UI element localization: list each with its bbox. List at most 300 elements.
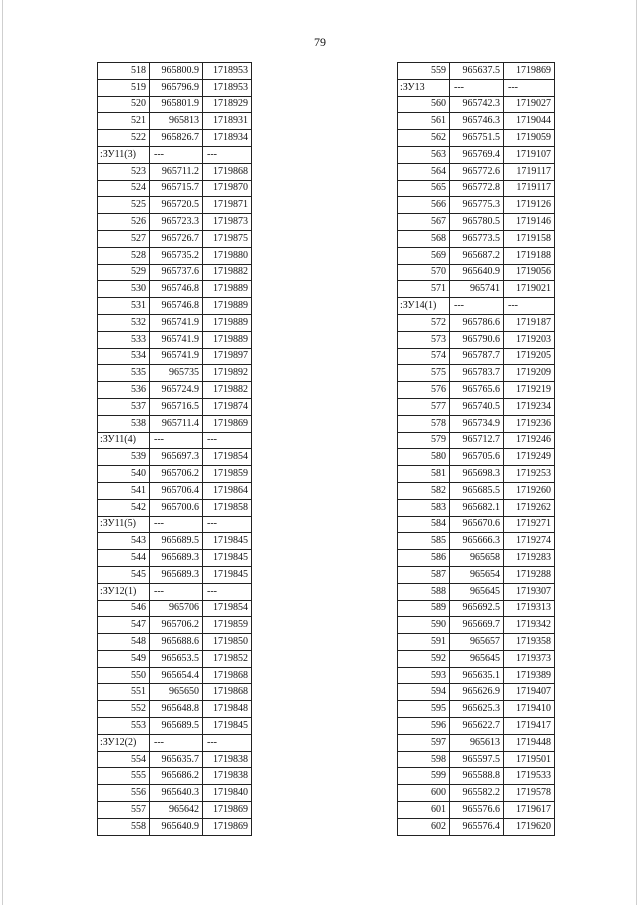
table-row — [398, 650, 555, 667]
scan-edge-right — [636, 0, 637, 905]
section-row — [398, 79, 555, 96]
table-row — [98, 382, 252, 399]
y-coordinate-cell: 1719845 — [203, 550, 252, 567]
x-coordinate-cell: 965658 — [450, 550, 504, 567]
x-coordinate-cell: 965772.6 — [450, 163, 504, 180]
y-coordinate-cell: 1719271 — [504, 516, 555, 533]
y-coordinate-cell: 1719868 — [203, 684, 252, 701]
point-number-cell: 590 — [398, 617, 450, 634]
table-row — [398, 365, 555, 382]
table-row — [98, 768, 252, 785]
x-coordinate-cell: 965642 — [150, 802, 203, 819]
y-coordinate-cell: 1719845 — [203, 566, 252, 583]
y-coordinate-cell: 1719417 — [504, 718, 555, 735]
point-number-cell: :ЗУ14(1) — [398, 298, 450, 315]
y-coordinate-cell: 1718929 — [203, 96, 252, 113]
point-number-cell: 524 — [98, 180, 150, 197]
point-number-cell: 521 — [98, 113, 150, 130]
x-coordinate-cell: 965698.3 — [450, 466, 504, 483]
y-coordinate-cell: 1719342 — [504, 617, 555, 634]
table-row — [98, 96, 252, 113]
table-row — [98, 634, 252, 651]
x-coordinate-cell: 965687.2 — [450, 247, 504, 264]
table-row — [398, 63, 555, 80]
table-row — [398, 163, 555, 180]
table-row — [98, 63, 252, 80]
x-coordinate-cell: 965801.9 — [150, 96, 203, 113]
x-coordinate-cell: 965682.1 — [450, 499, 504, 516]
point-number-cell: 584 — [398, 516, 450, 533]
table-row — [398, 499, 555, 516]
y-coordinate-cell: 1719044 — [504, 113, 555, 130]
table-row — [398, 146, 555, 163]
x-coordinate-cell: 965737.6 — [150, 264, 203, 281]
table-row — [398, 550, 555, 567]
x-coordinate-cell: --- — [450, 79, 504, 96]
y-coordinate-cell: 1719021 — [504, 281, 555, 298]
x-coordinate-cell: 965654.4 — [150, 667, 203, 684]
section-row — [98, 734, 252, 751]
section-row — [98, 146, 252, 163]
point-number-cell: 591 — [398, 634, 450, 651]
y-coordinate-cell: 1719146 — [504, 214, 555, 231]
x-coordinate-cell: --- — [150, 432, 203, 449]
table-row — [98, 230, 252, 247]
y-coordinate-cell: 1718953 — [203, 79, 252, 96]
y-coordinate-cell: 1719869 — [203, 415, 252, 432]
section-row — [98, 583, 252, 600]
point-number-cell: 544 — [98, 550, 150, 567]
x-coordinate-cell: 965740.5 — [450, 398, 504, 415]
y-coordinate-cell: 1719845 — [203, 718, 252, 735]
y-coordinate-cell: 1718953 — [203, 63, 252, 80]
y-coordinate-cell: 1719107 — [504, 146, 555, 163]
x-coordinate-cell: 965597.5 — [450, 751, 504, 768]
table-row — [98, 550, 252, 567]
point-number-cell: 550 — [98, 667, 150, 684]
x-coordinate-cell: 965723.3 — [150, 214, 203, 231]
x-coordinate-cell: 965741.9 — [150, 348, 203, 365]
x-coordinate-cell: 965622.7 — [450, 718, 504, 735]
x-coordinate-cell: 965772.8 — [450, 180, 504, 197]
y-coordinate-cell: 1719870 — [203, 180, 252, 197]
scan-edge-left — [2, 0, 3, 905]
y-coordinate-cell: 1719889 — [203, 298, 252, 315]
table-row — [398, 348, 555, 365]
y-coordinate-cell: 1719219 — [504, 382, 555, 399]
table-row — [98, 79, 252, 96]
x-coordinate-cell: 965688.6 — [150, 634, 203, 651]
table-row — [398, 701, 555, 718]
point-number-cell: 600 — [398, 785, 450, 802]
y-coordinate-cell: 1719869 — [504, 63, 555, 80]
point-number-cell: 563 — [398, 146, 450, 163]
point-number-cell: 545 — [98, 566, 150, 583]
point-number-cell: 548 — [98, 634, 150, 651]
x-coordinate-cell: 965790.6 — [450, 331, 504, 348]
table-row — [98, 281, 252, 298]
table-row — [398, 398, 555, 415]
point-number-cell: 598 — [398, 751, 450, 768]
table-row — [398, 415, 555, 432]
x-coordinate-cell: 965741.9 — [150, 314, 203, 331]
y-coordinate-cell: 1719126 — [504, 197, 555, 214]
point-number-cell: 574 — [398, 348, 450, 365]
y-coordinate-cell: 1719869 — [203, 802, 252, 819]
x-coordinate-cell: --- — [150, 583, 203, 600]
point-number-cell: 536 — [98, 382, 150, 399]
point-number-cell: 552 — [98, 701, 150, 718]
x-coordinate-cell: 965800.9 — [150, 63, 203, 80]
point-number-cell: 596 — [398, 718, 450, 735]
table-row — [398, 214, 555, 231]
point-number-cell: 576 — [398, 382, 450, 399]
table-row — [98, 482, 252, 499]
table-row — [98, 466, 252, 483]
table-row — [98, 298, 252, 315]
point-number-cell: 531 — [98, 298, 150, 315]
x-coordinate-cell: 965746.3 — [450, 113, 504, 130]
coordinates-table-left — [97, 62, 252, 836]
table-row — [398, 667, 555, 684]
x-coordinate-cell: 965640.9 — [150, 818, 203, 835]
y-coordinate-cell: 1719845 — [203, 533, 252, 550]
y-coordinate-cell: 1719389 — [504, 667, 555, 684]
point-number-cell: 581 — [398, 466, 450, 483]
x-coordinate-cell: 965654 — [450, 566, 504, 583]
point-number-cell: 526 — [98, 214, 150, 231]
x-coordinate-cell: 965666.3 — [450, 533, 504, 550]
point-number-cell: 561 — [398, 113, 450, 130]
y-coordinate-cell: 1719873 — [203, 214, 252, 231]
x-coordinate-cell: 965746.8 — [150, 281, 203, 298]
y-coordinate-cell: 1719205 — [504, 348, 555, 365]
point-number-cell: 595 — [398, 701, 450, 718]
x-coordinate-cell: --- — [450, 298, 504, 315]
y-coordinate-cell: 1719249 — [504, 449, 555, 466]
table-row — [98, 449, 252, 466]
y-coordinate-cell: 1719840 — [203, 785, 252, 802]
x-coordinate-cell: 965741 — [450, 281, 504, 298]
y-coordinate-cell: 1719880 — [203, 247, 252, 264]
x-coordinate-cell: 965706.2 — [150, 466, 203, 483]
point-number-cell: 559 — [398, 63, 450, 80]
point-number-cell: 551 — [98, 684, 150, 701]
x-coordinate-cell: 965626.9 — [450, 684, 504, 701]
x-coordinate-cell: 965769.4 — [450, 146, 504, 163]
y-coordinate-cell: 1719874 — [203, 398, 252, 415]
table-row — [98, 684, 252, 701]
page-number: 79 — [314, 35, 326, 49]
point-number-cell: 582 — [398, 482, 450, 499]
point-number-cell: 554 — [98, 751, 150, 768]
point-number-cell: 528 — [98, 247, 150, 264]
y-coordinate-cell: 1719620 — [504, 818, 555, 835]
x-coordinate-cell: 965735.2 — [150, 247, 203, 264]
point-number-cell: 534 — [98, 348, 150, 365]
table-row — [98, 398, 252, 415]
point-number-cell: 518 — [98, 63, 150, 80]
point-number-cell: 527 — [98, 230, 150, 247]
x-coordinate-cell: 965711.4 — [150, 415, 203, 432]
table-row — [98, 314, 252, 331]
table-row — [98, 751, 252, 768]
table-row — [98, 247, 252, 264]
x-coordinate-cell: 965669.7 — [450, 617, 504, 634]
y-coordinate-cell: 1719283 — [504, 550, 555, 567]
table-row — [98, 331, 252, 348]
x-coordinate-cell: 965657 — [450, 634, 504, 651]
y-coordinate-cell: 1719859 — [203, 466, 252, 483]
table-row — [398, 566, 555, 583]
y-coordinate-cell: 1719209 — [504, 365, 555, 382]
y-coordinate-cell: 1719260 — [504, 482, 555, 499]
table-row — [98, 197, 252, 214]
x-coordinate-cell: 965640.3 — [150, 785, 203, 802]
table-row — [98, 180, 252, 197]
point-number-cell: 556 — [98, 785, 150, 802]
y-coordinate-cell: 1719875 — [203, 230, 252, 247]
table-row — [398, 113, 555, 130]
x-coordinate-cell: 965734.9 — [450, 415, 504, 432]
x-coordinate-cell: 965670.6 — [450, 516, 504, 533]
x-coordinate-cell: 965775.3 — [450, 197, 504, 214]
point-number-cell: 577 — [398, 398, 450, 415]
point-number-cell: :ЗУ12(1) — [98, 583, 150, 600]
point-number-cell: :ЗУ11(4) — [98, 432, 150, 449]
point-number-cell: 567 — [398, 214, 450, 231]
y-coordinate-cell: 1719852 — [203, 650, 252, 667]
y-coordinate-cell: 1719407 — [504, 684, 555, 701]
x-coordinate-cell: 965697.3 — [150, 449, 203, 466]
point-number-cell: 537 — [98, 398, 150, 415]
y-coordinate-cell: 1719117 — [504, 180, 555, 197]
point-number-cell: 538 — [98, 415, 150, 432]
x-coordinate-cell: 965706 — [150, 600, 203, 617]
point-number-cell: 555 — [98, 768, 150, 785]
point-number-cell: 602 — [398, 818, 450, 835]
y-coordinate-cell: 1719859 — [203, 617, 252, 634]
point-number-cell: 569 — [398, 247, 450, 264]
y-coordinate-cell: 1719864 — [203, 482, 252, 499]
y-coordinate-cell: 1719501 — [504, 751, 555, 768]
point-number-cell: 520 — [98, 96, 150, 113]
y-coordinate-cell: 1719882 — [203, 264, 252, 281]
y-coordinate-cell: 1719234 — [504, 398, 555, 415]
table-row — [398, 634, 555, 651]
y-coordinate-cell: 1719262 — [504, 499, 555, 516]
table-row — [398, 617, 555, 634]
table-row — [398, 247, 555, 264]
x-coordinate-cell: 965726.7 — [150, 230, 203, 247]
point-number-cell: 575 — [398, 365, 450, 382]
table-row — [98, 130, 252, 147]
point-number-cell: 530 — [98, 281, 150, 298]
table-row — [398, 818, 555, 835]
point-number-cell: 572 — [398, 314, 450, 331]
y-coordinate-cell: 1719056 — [504, 264, 555, 281]
point-number-cell: 560 — [398, 96, 450, 113]
y-coordinate-cell: 1719889 — [203, 331, 252, 348]
table-row — [398, 96, 555, 113]
table-row — [398, 718, 555, 735]
x-coordinate-cell: --- — [150, 734, 203, 751]
table-row — [98, 348, 252, 365]
table-row — [398, 802, 555, 819]
point-number-cell: 566 — [398, 197, 450, 214]
point-number-cell: 592 — [398, 650, 450, 667]
x-coordinate-cell: 965716.5 — [150, 398, 203, 415]
y-coordinate-cell: --- — [504, 298, 555, 315]
y-coordinate-cell: 1719288 — [504, 566, 555, 583]
table-row — [398, 331, 555, 348]
point-number-cell: 540 — [98, 466, 150, 483]
y-coordinate-cell: 1719617 — [504, 802, 555, 819]
table-row — [98, 600, 252, 617]
x-coordinate-cell: 965625.3 — [450, 701, 504, 718]
x-coordinate-cell: 965613 — [450, 734, 504, 751]
x-coordinate-cell: 965645 — [450, 650, 504, 667]
y-coordinate-cell: 1718931 — [203, 113, 252, 130]
x-coordinate-cell: 965741.9 — [150, 331, 203, 348]
x-coordinate-cell: 965751.5 — [450, 130, 504, 147]
y-coordinate-cell: 1719869 — [203, 818, 252, 835]
y-coordinate-cell: 1719307 — [504, 583, 555, 600]
table-row — [98, 667, 252, 684]
y-coordinate-cell: 1719897 — [203, 348, 252, 365]
table-row — [398, 432, 555, 449]
x-coordinate-cell: 965637.5 — [450, 63, 504, 80]
x-coordinate-cell: 965686.2 — [150, 768, 203, 785]
section-row — [398, 298, 555, 315]
coordinates-table-right — [397, 62, 555, 836]
coordinates-table-left-body — [98, 63, 252, 836]
x-coordinate-cell: 965712.7 — [450, 432, 504, 449]
section-row — [98, 432, 252, 449]
table-row — [398, 449, 555, 466]
y-coordinate-cell: 1719533 — [504, 768, 555, 785]
table-row — [398, 230, 555, 247]
point-number-cell: 541 — [98, 482, 150, 499]
x-coordinate-cell: 965648.8 — [150, 701, 203, 718]
y-coordinate-cell: --- — [203, 583, 252, 600]
point-number-cell: 589 — [398, 600, 450, 617]
point-number-cell: 535 — [98, 365, 150, 382]
point-number-cell: 587 — [398, 566, 450, 583]
y-coordinate-cell: 1719117 — [504, 163, 555, 180]
x-coordinate-cell: 965773.5 — [450, 230, 504, 247]
x-coordinate-cell: 965720.5 — [150, 197, 203, 214]
y-coordinate-cell: 1719868 — [203, 163, 252, 180]
y-coordinate-cell: 1719882 — [203, 382, 252, 399]
x-coordinate-cell: 965653.5 — [150, 650, 203, 667]
table-row — [98, 264, 252, 281]
point-number-cell: 532 — [98, 314, 150, 331]
x-coordinate-cell: 965576.4 — [450, 818, 504, 835]
table-row — [398, 314, 555, 331]
y-coordinate-cell: 1719868 — [203, 667, 252, 684]
y-coordinate-cell: 1719578 — [504, 785, 555, 802]
point-number-cell: 583 — [398, 499, 450, 516]
point-number-cell: 597 — [398, 734, 450, 751]
section-row — [98, 516, 252, 533]
table-row — [398, 533, 555, 550]
table-row — [398, 180, 555, 197]
y-coordinate-cell: --- — [203, 734, 252, 751]
point-number-cell: 543 — [98, 533, 150, 550]
y-coordinate-cell: 1719858 — [203, 499, 252, 516]
table-row — [98, 785, 252, 802]
table-row — [398, 264, 555, 281]
y-coordinate-cell: 1719889 — [203, 281, 252, 298]
x-coordinate-cell: 965826.7 — [150, 130, 203, 147]
x-coordinate-cell: 965689.3 — [150, 566, 203, 583]
y-coordinate-cell: 1719892 — [203, 365, 252, 382]
table-row — [98, 718, 252, 735]
y-coordinate-cell: 1719848 — [203, 701, 252, 718]
table-row — [98, 113, 252, 130]
point-number-cell: 585 — [398, 533, 450, 550]
x-coordinate-cell: 965813 — [150, 113, 203, 130]
y-coordinate-cell: 1719246 — [504, 432, 555, 449]
point-number-cell: 529 — [98, 264, 150, 281]
point-number-cell: 557 — [98, 802, 150, 819]
point-number-cell: 558 — [98, 818, 150, 835]
y-coordinate-cell: 1719838 — [203, 768, 252, 785]
y-coordinate-cell: 1719838 — [203, 751, 252, 768]
table-row — [398, 684, 555, 701]
y-coordinate-cell: 1719410 — [504, 701, 555, 718]
y-coordinate-cell: 1719358 — [504, 634, 555, 651]
point-number-cell: :ЗУ11(5) — [98, 516, 150, 533]
x-coordinate-cell: 965765.6 — [450, 382, 504, 399]
y-coordinate-cell: 1719236 — [504, 415, 555, 432]
table-row — [98, 533, 252, 550]
x-coordinate-cell: 965715.7 — [150, 180, 203, 197]
point-number-cell: 568 — [398, 230, 450, 247]
x-coordinate-cell: 965787.7 — [450, 348, 504, 365]
table-row — [98, 617, 252, 634]
y-coordinate-cell: --- — [203, 516, 252, 533]
table-row — [398, 516, 555, 533]
x-coordinate-cell: 965786.6 — [450, 314, 504, 331]
table-row — [398, 466, 555, 483]
x-coordinate-cell: 965700.6 — [150, 499, 203, 516]
y-coordinate-cell: 1719253 — [504, 466, 555, 483]
point-number-cell: :ЗУ13 — [398, 79, 450, 96]
x-coordinate-cell: 965645 — [450, 583, 504, 600]
table-row — [398, 482, 555, 499]
x-coordinate-cell: 965735 — [150, 365, 203, 382]
y-coordinate-cell: 1719850 — [203, 634, 252, 651]
y-coordinate-cell: 1719373 — [504, 650, 555, 667]
table-row — [398, 281, 555, 298]
y-coordinate-cell: 1719187 — [504, 314, 555, 331]
point-number-cell: 586 — [398, 550, 450, 567]
x-coordinate-cell: 965746.8 — [150, 298, 203, 315]
x-coordinate-cell: --- — [150, 146, 203, 163]
y-coordinate-cell: 1719854 — [203, 600, 252, 617]
point-number-cell: 593 — [398, 667, 450, 684]
x-coordinate-cell: 965635.1 — [450, 667, 504, 684]
y-coordinate-cell: 1719854 — [203, 449, 252, 466]
point-number-cell: 553 — [98, 718, 150, 735]
x-coordinate-cell: 965705.6 — [450, 449, 504, 466]
table-row — [98, 566, 252, 583]
table-row — [98, 214, 252, 231]
table-row — [398, 751, 555, 768]
point-number-cell: 594 — [398, 684, 450, 701]
